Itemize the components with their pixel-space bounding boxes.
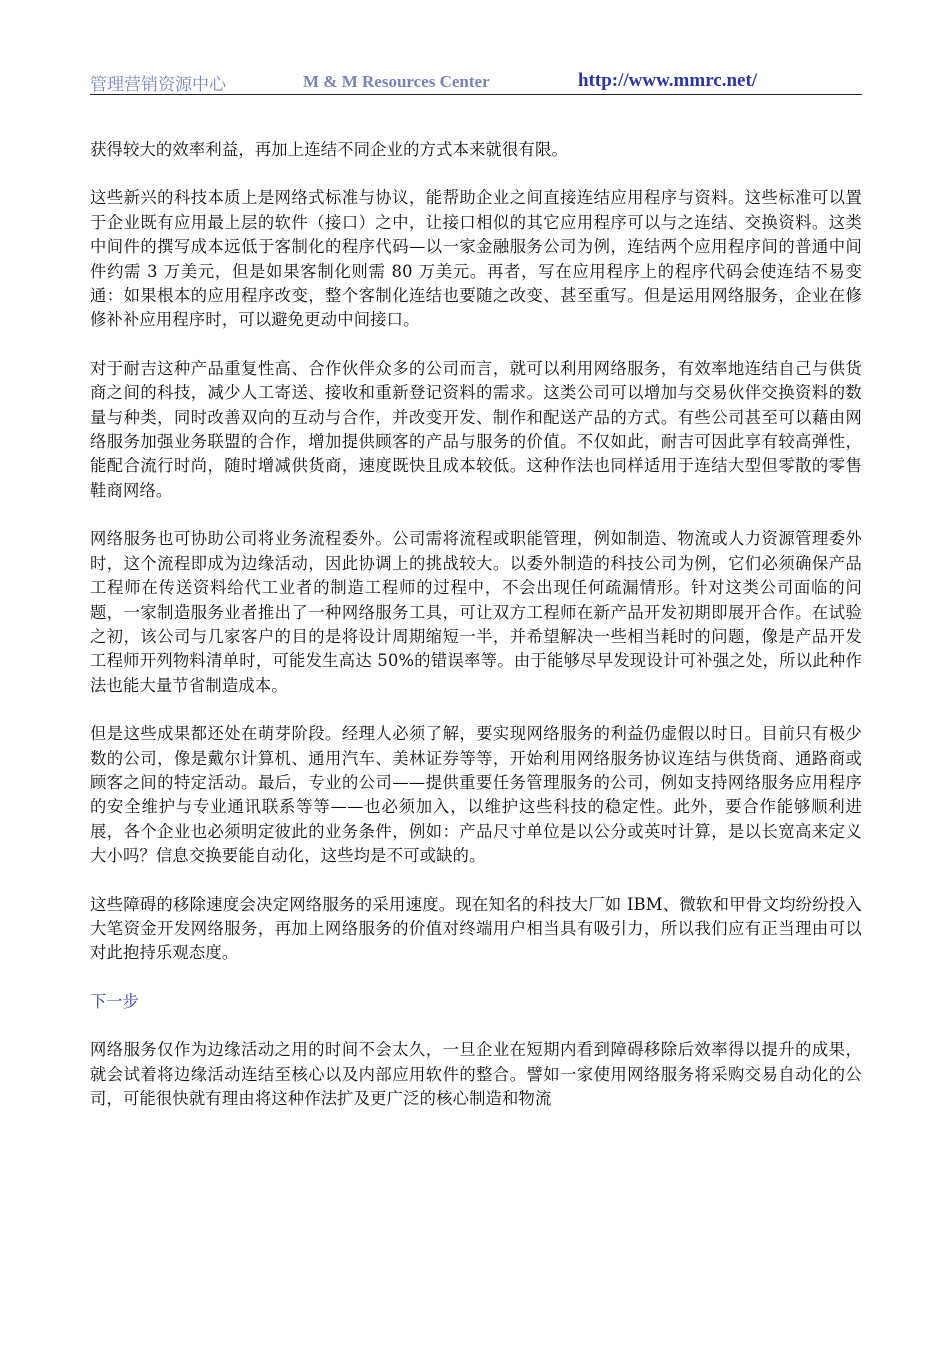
section-heading-next-step: 下一步: [90, 991, 139, 1011]
paragraph-2: 这些新兴的科技本质上是网络式标准与协议，能帮助企业之间直接连结应用程序与资料。这些标准可以置于企业既有应用最上层的软件（接口）之中，让接口相似的其它应用程序可以与之连结、交换资料。这类中间件的撰写成本远低于客制化的程序代码—以一家金融服务公司为例，连结两个应用程序间的普通中间件约需 3 万美元，但是如果客制化则需 80 万美元。再者，写在应用程序上的程序代码会使连结不易变通：如果根本的应用程序改变，整个客制化连结也要随之改变、甚至重写。但是运用网络服务，企业在修修补补应用程序时，可以避免更动中间接口。: [90, 188, 862, 330]
header-org-english: M & M Resources Center: [303, 72, 490, 91]
paragraph-6: 这些障碍的移除速度会决定网络服务的采用速度。现在知名的科技大厂如 IBM、微软和甲骨文均纷纷投入大笔资金开发网络服务，再加上网络服务的价值对终端用户相当具有吸引力，所以我们应有正当理由可以对此抱持乐观态度。: [90, 894, 862, 963]
paragraph-4: 网络服务也可协助公司将业务流程委外。公司需将流程或职能管理，例如制造、物流或人力资源管理委外时，这个流程即成为边缘活动，因此协调上的挑战较大。以委外制造的科技公司为例，它们必须确保产品工程师在传送资料给代工业者的制造工程师的过程中，不会出现任何疏漏情形。针对这类公司面临的问题，一家制造服务业者推出了一种网络服务工具，可让双方工程师在新产品开发初期即展开合作。在试验之初，该公司与几家客户的目的是将设计周期缩短一半，并希望解决一些相当耗时的问题，像是产品开发工程师开列物料清单时，可能发生高达 50%的错误率等。由于能够尽早发现设计可补强之处，所以此种作法也能大量节省制造成本。: [90, 529, 862, 695]
paragraph-3: 对于耐吉这种产品重复性高、合作伙伴众多的公司而言，就可以利用网络服务，有效率地连结自己与供货商之间的科技，减少人工寄送、接收和重新登记资料的需求。这类公司可以增加与交易伙伴交换资料的数量与种类，同时改善双向的互动与合作，并改变开发、制作和配送产品的方式。有些公司甚至可以藉由网络服务加强业务联盟的合作，增加提供顾客的产品与服务的价值。不仅如此，耐吉可因此享有较高弹性，能配合流行时尚，随时增减供货商，速度既快且成本较低。这种作法也同样适用于连结大型但零散的零售鞋商网络。: [90, 358, 862, 500]
paragraph-1: 获得较大的效率利益，再加上连结不同企业的方式本来就很有限。: [90, 140, 568, 159]
header-url-link[interactable]: http://www.mmrc.net/: [578, 70, 758, 91]
page-header: [90, 70, 862, 95]
paragraph-final: 网络服务仅作为边缘活动之用的时间不会太久，一旦企业在短期内看到障碍移除后效率得以提升的成果，就会试着将边缘活动连结至核心以及内部应用软件的整合。譬如一家使用网络服务将采购交易自动化的公司，可能很快就有理由将这种作法扩及更广泛的核心制造和物流: [90, 1040, 862, 1108]
header-org-chinese: 管理营销资源中心: [90, 75, 226, 95]
article-body: [90, 138, 862, 1135]
paragraph-5: 但是这些成果都还处在萌芽阶段。经理人必须了解，要实现网络服务的利益仍虚假以时日。目前只有极少数的公司，像是戴尔计算机、通用汽车、美林证券等等，开始利用网络服务协议连结与供货商、通路商或顾客之间的特定活动。最后，专业的公司——提供重要任务管理服务的公司，例如支持网络服务应用程序的安全维护与专业通讯联系等等——也必须加入，以维护这些科技的稳定性。此外，要合作能够顺利进展，各个企业也必须明定彼此的业务条件，例如：产品尺寸单位是以公分或英吋计算，是以长宽高来定义大小吗？信息交换要能自动化，这些均是不可或缺的。: [90, 724, 862, 866]
